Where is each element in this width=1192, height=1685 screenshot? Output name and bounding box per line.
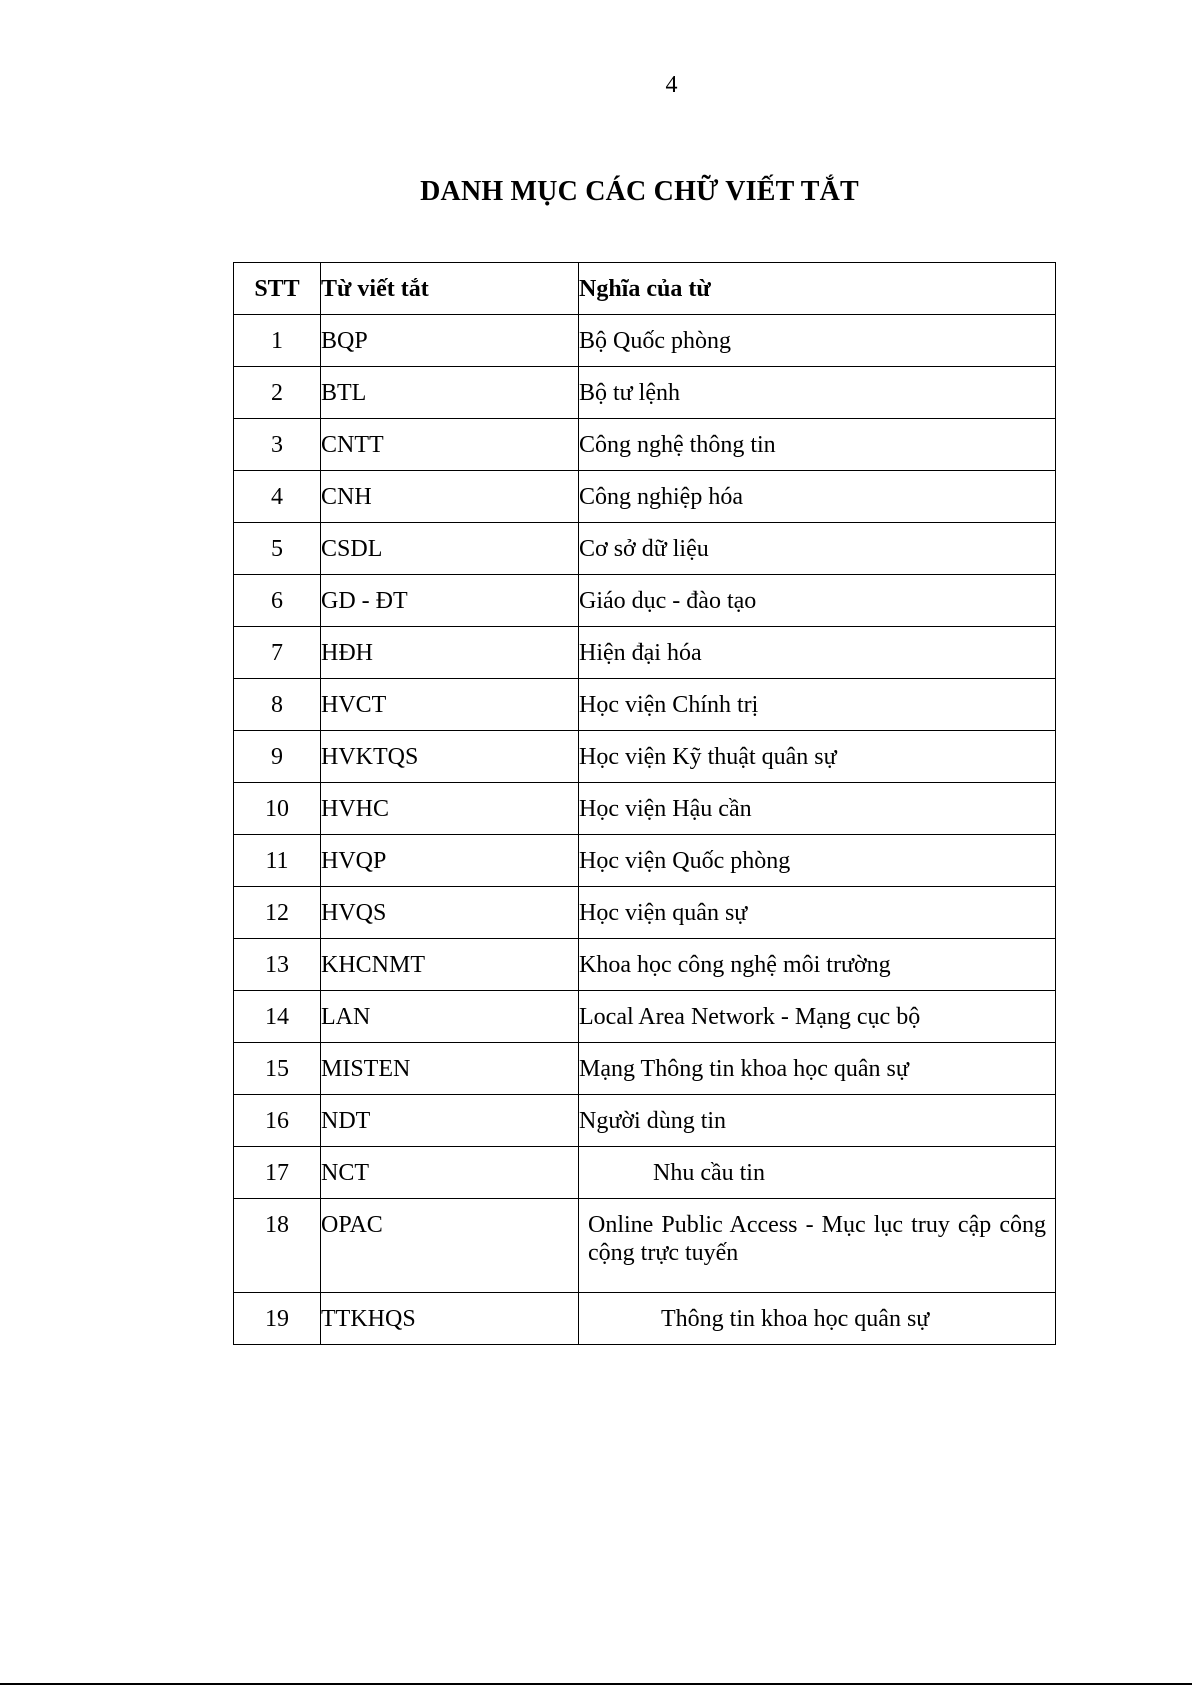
row-meaning: Khoa học công nghệ môi trường bbox=[579, 939, 1056, 991]
row-stt: 15 bbox=[234, 1043, 321, 1095]
table-row bbox=[234, 1147, 1056, 1199]
table-row bbox=[234, 627, 1056, 679]
row-stt: 14 bbox=[234, 991, 321, 1043]
row-stt: 16 bbox=[234, 1095, 321, 1147]
table-row bbox=[234, 1043, 1056, 1095]
row-abbreviation: HVQP bbox=[321, 835, 579, 887]
row-stt: 17 bbox=[234, 1147, 321, 1199]
header-abbreviation: Từ viết tắt bbox=[321, 263, 579, 315]
table-row bbox=[234, 679, 1056, 731]
row-abbreviation: GD - ĐT bbox=[321, 575, 579, 627]
row-meaning: Học viện quân sự bbox=[579, 887, 1056, 939]
header-stt: STT bbox=[234, 263, 321, 315]
page-number: 4 bbox=[665, 72, 678, 98]
row-abbreviation: TTKHQS bbox=[321, 1293, 579, 1345]
table-row bbox=[234, 523, 1056, 575]
row-abbreviation: BTL bbox=[321, 367, 579, 419]
row-stt: 5 bbox=[234, 523, 321, 575]
row-abbreviation: CNTT bbox=[321, 419, 579, 471]
page-title: DANH MỤC CÁC CHỮ VIẾT TẮT bbox=[420, 176, 859, 207]
row-stt: 11 bbox=[234, 835, 321, 887]
row-abbreviation: KHCNMT bbox=[321, 939, 579, 991]
table-row bbox=[234, 939, 1056, 991]
row-stt: 13 bbox=[234, 939, 321, 991]
table-header-row bbox=[234, 263, 1056, 315]
row-meaning: Bộ tư lệnh bbox=[579, 367, 1056, 419]
row-abbreviation: HĐH bbox=[321, 627, 579, 679]
table-row bbox=[234, 367, 1056, 419]
row-abbreviation: MISTEN bbox=[321, 1043, 579, 1095]
table-row bbox=[234, 991, 1056, 1043]
row-abbreviation: HVQS bbox=[321, 887, 579, 939]
row-abbreviation: CNH bbox=[321, 471, 579, 523]
table-row bbox=[234, 887, 1056, 939]
table-row bbox=[234, 1095, 1056, 1147]
table-row bbox=[234, 419, 1056, 471]
row-meaning: Học viện Chính trị bbox=[579, 679, 1056, 731]
row-stt: 8 bbox=[234, 679, 321, 731]
table-row bbox=[234, 1199, 1056, 1293]
row-stt: 4 bbox=[234, 471, 321, 523]
table-row bbox=[234, 1293, 1056, 1345]
header-meaning: Nghĩa của từ bbox=[579, 263, 1056, 315]
row-stt: 3 bbox=[234, 419, 321, 471]
row-meaning: Giáo dục - đào tạo bbox=[579, 575, 1056, 627]
row-stt: 18 bbox=[234, 1199, 321, 1293]
row-abbreviation: HVHC bbox=[321, 783, 579, 835]
row-stt: 10 bbox=[234, 783, 321, 835]
row-meaning: Công nghệ thông tin bbox=[579, 419, 1056, 471]
row-meaning: Online Public Access - Mục lục truy cập công cộng trực tuyến bbox=[579, 1199, 1056, 1293]
row-abbreviation: NCT bbox=[321, 1147, 579, 1199]
row-abbreviation: CSDL bbox=[321, 523, 579, 575]
row-abbreviation: LAN bbox=[321, 991, 579, 1043]
table-row bbox=[234, 315, 1056, 367]
row-abbreviation: OPAC bbox=[321, 1199, 579, 1293]
table-row bbox=[234, 783, 1056, 835]
row-meaning: Học viện Hậu cần bbox=[579, 783, 1056, 835]
row-stt: 1 bbox=[234, 315, 321, 367]
row-meaning: Cơ sở dữ liệu bbox=[579, 523, 1056, 575]
row-stt: 7 bbox=[234, 627, 321, 679]
table-row bbox=[234, 575, 1056, 627]
row-meaning: Hiện đại hóa bbox=[579, 627, 1056, 679]
row-stt: 19 bbox=[234, 1293, 321, 1345]
row-stt: 12 bbox=[234, 887, 321, 939]
row-meaning: Bộ Quốc phòng bbox=[579, 315, 1056, 367]
row-abbreviation: NDT bbox=[321, 1095, 579, 1147]
row-meaning: Nhu cầu tin bbox=[579, 1147, 1056, 1199]
row-meaning: Mạng Thông tin khoa học quân sự bbox=[579, 1043, 1056, 1095]
table-row bbox=[234, 835, 1056, 887]
row-abbreviation: HVKTQS bbox=[321, 731, 579, 783]
row-stt: 9 bbox=[234, 731, 321, 783]
row-meaning: Học viện Kỹ thuật quân sự bbox=[579, 731, 1056, 783]
row-meaning: Thông tin khoa học quân sự bbox=[579, 1293, 1056, 1345]
row-stt: 6 bbox=[234, 575, 321, 627]
row-meaning: Người dùng tin bbox=[579, 1095, 1056, 1147]
row-meaning: Học viện Quốc phòng bbox=[579, 835, 1056, 887]
table-row bbox=[234, 471, 1056, 523]
row-meaning: Local Area Network - Mạng cục bộ bbox=[579, 991, 1056, 1043]
row-stt: 2 bbox=[234, 367, 321, 419]
row-abbreviation: HVCT bbox=[321, 679, 579, 731]
row-meaning: Công nghiệp hóa bbox=[579, 471, 1056, 523]
table-row bbox=[234, 731, 1056, 783]
row-abbreviation: BQP bbox=[321, 315, 579, 367]
abbreviation-table bbox=[233, 262, 1056, 1345]
